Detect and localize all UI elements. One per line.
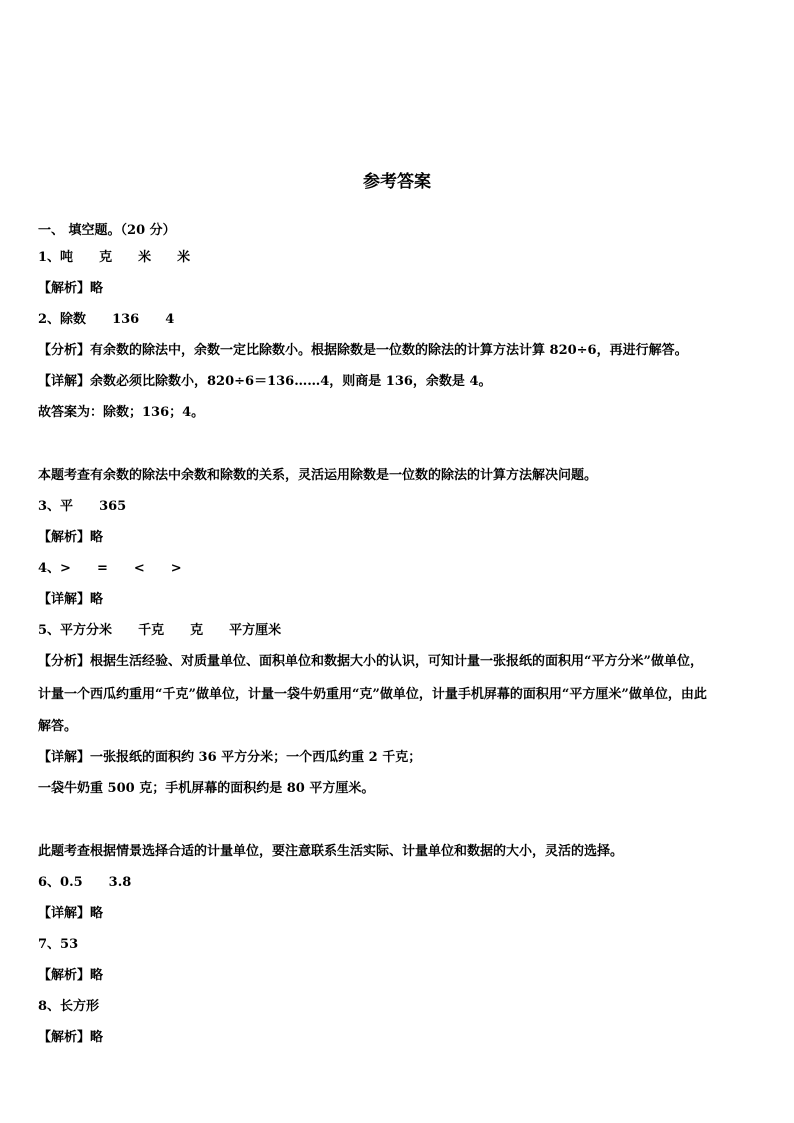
q7-answer-line <box>38 935 758 955</box>
q2-answer-2: 136 <box>112 312 140 327</box>
q7-explanation: 【解析】略 <box>38 968 104 983</box>
q2-final-answer: 故答案为：除数；136；4。 <box>38 405 205 420</box>
q1-answer-line <box>38 248 758 268</box>
q2-answer-1: 除数 <box>60 312 87 327</box>
q4-answer-4: > <box>170 561 182 576</box>
q3-answer-1: 平 <box>60 499 74 514</box>
page-title: 参考答案 <box>363 172 431 192</box>
q1-number: 1、 <box>38 250 61 265</box>
q8-answer-line <box>38 997 758 1017</box>
q5-answer-3: 克 <box>190 623 204 638</box>
q2-summary: 本题考查有余数的除法中余数和除数的关系，灵活运用除数是一位数的除法的计算方法解决问题。 <box>38 468 598 483</box>
q6-detail: 【详解】略 <box>38 906 104 921</box>
q6-number: 6、 <box>38 875 61 890</box>
q2-number: 2、 <box>38 312 61 327</box>
q3-answer-line <box>38 497 758 517</box>
q5-answer-2: 千克 <box>138 623 165 638</box>
q2-answer-line <box>38 310 758 330</box>
q5-answer-4: 平方厘米 <box>229 623 282 638</box>
q5-analysis-line-2: 计量一个西瓜约重用“千克”做单位，计量一袋牛奶重用“克”做单位，计量手机屏幕的面积用“平方厘米”做单位，由此 <box>38 687 707 702</box>
q6-answer-2: 3.8 <box>108 875 132 890</box>
q8-number: 8、 <box>38 999 61 1014</box>
q7-answer-1: 53 <box>60 937 79 952</box>
q2-analysis: 【分析】有余数的除法中，余数一定比除数小。根据除数是一位数的除法的计算方法计算 820÷6，再进行解答。 <box>38 343 688 358</box>
section-heading: 一、 填空题。（20 分） <box>38 223 176 238</box>
q1-answer-2: 克 <box>99 250 113 265</box>
q3-explanation: 【解析】略 <box>38 530 104 545</box>
q6-answer-line <box>38 873 758 893</box>
q5-number: 5、 <box>38 623 61 638</box>
q5-detail-line-1: 【详解】一张报纸的面积约 36 平方分米；一个西瓜约重 2 千克； <box>38 750 422 765</box>
q1-explanation: 【解析】略 <box>38 281 104 296</box>
q4-answer-line <box>38 559 758 579</box>
q4-answer-3: < <box>133 561 145 576</box>
q1-answer-3: 米 <box>138 250 152 265</box>
q4-answer-2: = <box>96 561 108 576</box>
q5-answer-line <box>38 621 758 641</box>
q5-analysis-line-1: 【分析】根据生活经验、对质量单位、面积单位和数据大小的认识，可知计量一张报纸的面积用“平方分米”做单位， <box>38 654 703 669</box>
q8-answer-1: 长方形 <box>60 999 100 1014</box>
q1-answer-1: 吨 <box>60 250 74 265</box>
q4-number: 4、 <box>38 561 61 576</box>
q8-explanation: 【解析】略 <box>38 1030 104 1045</box>
q2-answer-3: 4 <box>165 312 175 327</box>
q6-answer-1: 0.5 <box>60 875 83 890</box>
q7-number: 7、 <box>38 937 61 952</box>
q4-detail: 【详解】略 <box>38 592 104 607</box>
q4-answer-1: > <box>60 561 71 576</box>
q5-answer-1: 平方分米 <box>60 623 113 638</box>
q2-detail: 【详解】余数必须比除数小，820÷6＝136……4，则商是 136，余数是 4。 <box>38 374 492 389</box>
q3-answer-2: 365 <box>99 499 127 514</box>
q3-number: 3、 <box>38 499 61 514</box>
q5-summary: 此题考查根据情景选择合适的计量单位，要注意联系生活实际、计量单位和数据的大小，灵活的选择。 <box>38 844 624 859</box>
q5-analysis-line-3: 解答。 <box>38 719 78 734</box>
q5-detail-line-2: 一袋牛奶重 500 克；手机屏幕的面积约是 80 平方厘米。 <box>38 781 375 796</box>
q1-answer-4: 米 <box>177 250 191 265</box>
